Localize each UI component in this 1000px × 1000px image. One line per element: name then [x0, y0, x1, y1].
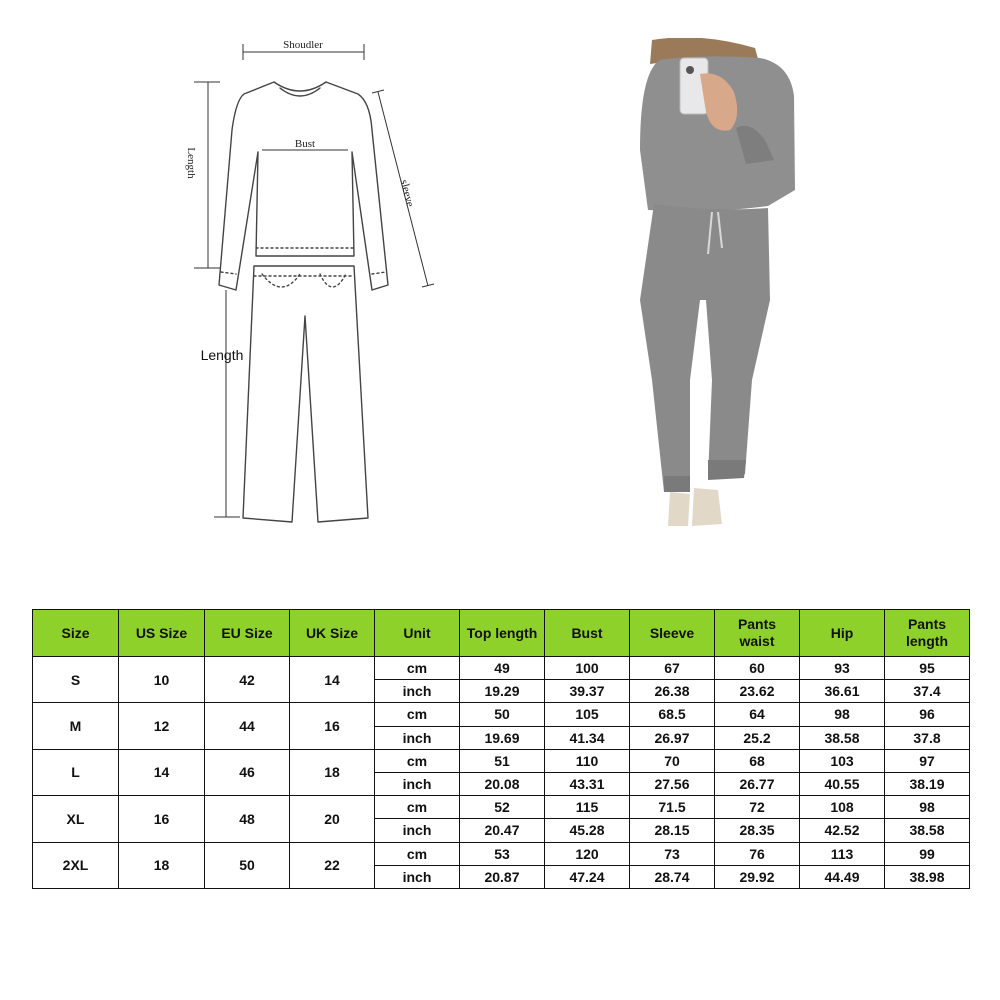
size-cell: 2XL	[33, 842, 119, 889]
sleeve-cell: 73	[630, 842, 715, 865]
pants-waist-cell: 28.35	[715, 819, 800, 842]
header-pants-length	[885, 610, 970, 657]
header-pants-waist-line2: waist	[739, 633, 775, 649]
pants-length-cell: 38.19	[885, 772, 970, 795]
pants-outline	[243, 266, 368, 522]
size-chart-table	[32, 609, 970, 889]
unit-cell: inch	[375, 819, 460, 842]
us-size-cell: 18	[119, 842, 205, 889]
hip-cell: 40.55	[800, 772, 885, 795]
hip-cell: 98	[800, 703, 885, 726]
top-length-cell: 20.47	[460, 819, 545, 842]
bust-cell: 105	[545, 703, 630, 726]
size-cell: XL	[33, 796, 119, 842]
top-length-cell: 53	[460, 842, 545, 865]
table-row	[33, 657, 970, 680]
sleeve-cell: 71.5	[630, 796, 715, 819]
table-row	[33, 842, 970, 865]
table-header-row	[33, 610, 970, 657]
hip-cell: 44.49	[800, 865, 885, 888]
header-us-size: US Size	[119, 610, 205, 657]
header-unit: Unit	[375, 610, 460, 657]
pants-length-cell: 96	[885, 703, 970, 726]
uk-size-cell: 16	[290, 703, 375, 749]
unit-cell: cm	[375, 657, 460, 680]
hip-cell: 103	[800, 749, 885, 772]
header-pants-waist-line1: Pants	[737, 616, 777, 632]
pants-length-dimension-line	[214, 290, 240, 517]
unit-cell: cm	[375, 749, 460, 772]
pants-waist-cell: 72	[715, 796, 800, 819]
unit-cell: cm	[375, 703, 460, 726]
pants-length-cell: 97	[885, 749, 970, 772]
sleeve-cell: 26.38	[630, 680, 715, 703]
bust-cell: 47.24	[545, 865, 630, 888]
us-size-cell: 14	[119, 749, 205, 795]
header-pants-length-line2: length	[906, 633, 948, 649]
pants-length-cell: 95	[885, 657, 970, 680]
header-eu-size: EU Size	[205, 610, 290, 657]
bust-label: Bust	[294, 138, 316, 150]
pants-length-cell: 37.8	[885, 726, 970, 749]
table-row	[33, 703, 970, 726]
shoulder-label: Shoudler	[283, 39, 323, 51]
hip-cell: 93	[800, 657, 885, 680]
eu-size-cell: 44	[205, 703, 290, 749]
table-row	[33, 796, 970, 819]
unit-cell: cm	[375, 796, 460, 819]
bust-cell: 43.31	[545, 772, 630, 795]
hip-cell: 36.61	[800, 680, 885, 703]
us-size-cell: 12	[119, 703, 205, 749]
hip-cell: 42.52	[800, 819, 885, 842]
header-hip: Hip	[800, 610, 885, 657]
top-length-cell: 52	[460, 796, 545, 819]
size-cell: M	[33, 703, 119, 749]
unit-cell: inch	[375, 726, 460, 749]
size-cell: S	[33, 657, 119, 703]
bust-cell: 120	[545, 842, 630, 865]
top-length-label: Length	[185, 147, 197, 179]
hip-cell: 108	[800, 796, 885, 819]
top-length-cell: 51	[460, 749, 545, 772]
sleeve-cell: 70	[630, 749, 715, 772]
top-length-cell: 50	[460, 703, 545, 726]
hip-cell: 38.58	[800, 726, 885, 749]
uk-size-cell: 22	[290, 842, 375, 889]
uk-size-cell: 18	[290, 749, 375, 795]
pants-waist-cell: 76	[715, 842, 800, 865]
top-length-cell: 20.08	[460, 772, 545, 795]
header-bust: Bust	[545, 610, 630, 657]
pants-length-cell: 99	[885, 842, 970, 865]
pants-waist-cell: 25.2	[715, 726, 800, 749]
sleeve-cell: 28.15	[630, 819, 715, 842]
sleeve-cell: 28.74	[630, 865, 715, 888]
header-sleeve: Sleeve	[630, 610, 715, 657]
bust-cell: 39.37	[545, 680, 630, 703]
unit-cell: inch	[375, 772, 460, 795]
size-cell: L	[33, 749, 119, 795]
bust-cell: 41.34	[545, 726, 630, 749]
header-size: Size	[33, 610, 119, 657]
eu-size-cell: 50	[205, 842, 290, 889]
sleeve-cell: 67	[630, 657, 715, 680]
eu-size-cell: 46	[205, 749, 290, 795]
top-length-cell: 49	[460, 657, 545, 680]
eu-size-cell: 48	[205, 796, 290, 842]
table-row	[33, 749, 970, 772]
pants-length-cell: 37.4	[885, 680, 970, 703]
uk-size-cell: 20	[290, 796, 375, 842]
top-length-cell: 20.87	[460, 865, 545, 888]
uk-size-cell: 14	[290, 657, 375, 703]
bust-cell: 45.28	[545, 819, 630, 842]
sleeve-cell: 27.56	[630, 772, 715, 795]
pants-length-cell: 38.98	[885, 865, 970, 888]
unit-cell: inch	[375, 865, 460, 888]
sleeve-label: sleeve	[397, 178, 417, 209]
us-size-cell: 10	[119, 657, 205, 703]
pants-length-label: Length	[200, 347, 244, 363]
bust-cell: 110	[545, 749, 630, 772]
header-uk-size: UK Size	[290, 610, 375, 657]
product-photo	[625, 38, 805, 530]
header-top-length: Top length	[460, 610, 545, 657]
shoes	[668, 488, 722, 526]
measurement-diagram	[160, 25, 450, 535]
pants-waist-cell: 26.77	[715, 772, 800, 795]
top-neckline	[280, 88, 320, 96]
pants-waist-cell: 60	[715, 657, 800, 680]
header-pants-waist	[715, 610, 800, 657]
hip-cell: 113	[800, 842, 885, 865]
pants-length-cell: 38.58	[885, 819, 970, 842]
gray-sweatpants	[640, 204, 770, 492]
pants-waist-cell: 64	[715, 703, 800, 726]
pants-length-cell: 98	[885, 796, 970, 819]
sleeve-cell: 26.97	[630, 726, 715, 749]
top-length-cell: 19.69	[460, 726, 545, 749]
header-pants-length-line1: Pants	[907, 616, 947, 632]
top-outline	[219, 82, 388, 290]
unit-cell: inch	[375, 680, 460, 703]
pants-waist-cell: 29.92	[715, 865, 800, 888]
bust-cell: 100	[545, 657, 630, 680]
eu-size-cell: 42	[205, 657, 290, 703]
top-length-cell: 19.29	[460, 680, 545, 703]
pants-waist-cell: 68	[715, 749, 800, 772]
bust-cell: 115	[545, 796, 630, 819]
pants-waist-cell: 23.62	[715, 680, 800, 703]
unit-cell: cm	[375, 842, 460, 865]
sleeve-cell: 68.5	[630, 703, 715, 726]
us-size-cell: 16	[119, 796, 205, 842]
